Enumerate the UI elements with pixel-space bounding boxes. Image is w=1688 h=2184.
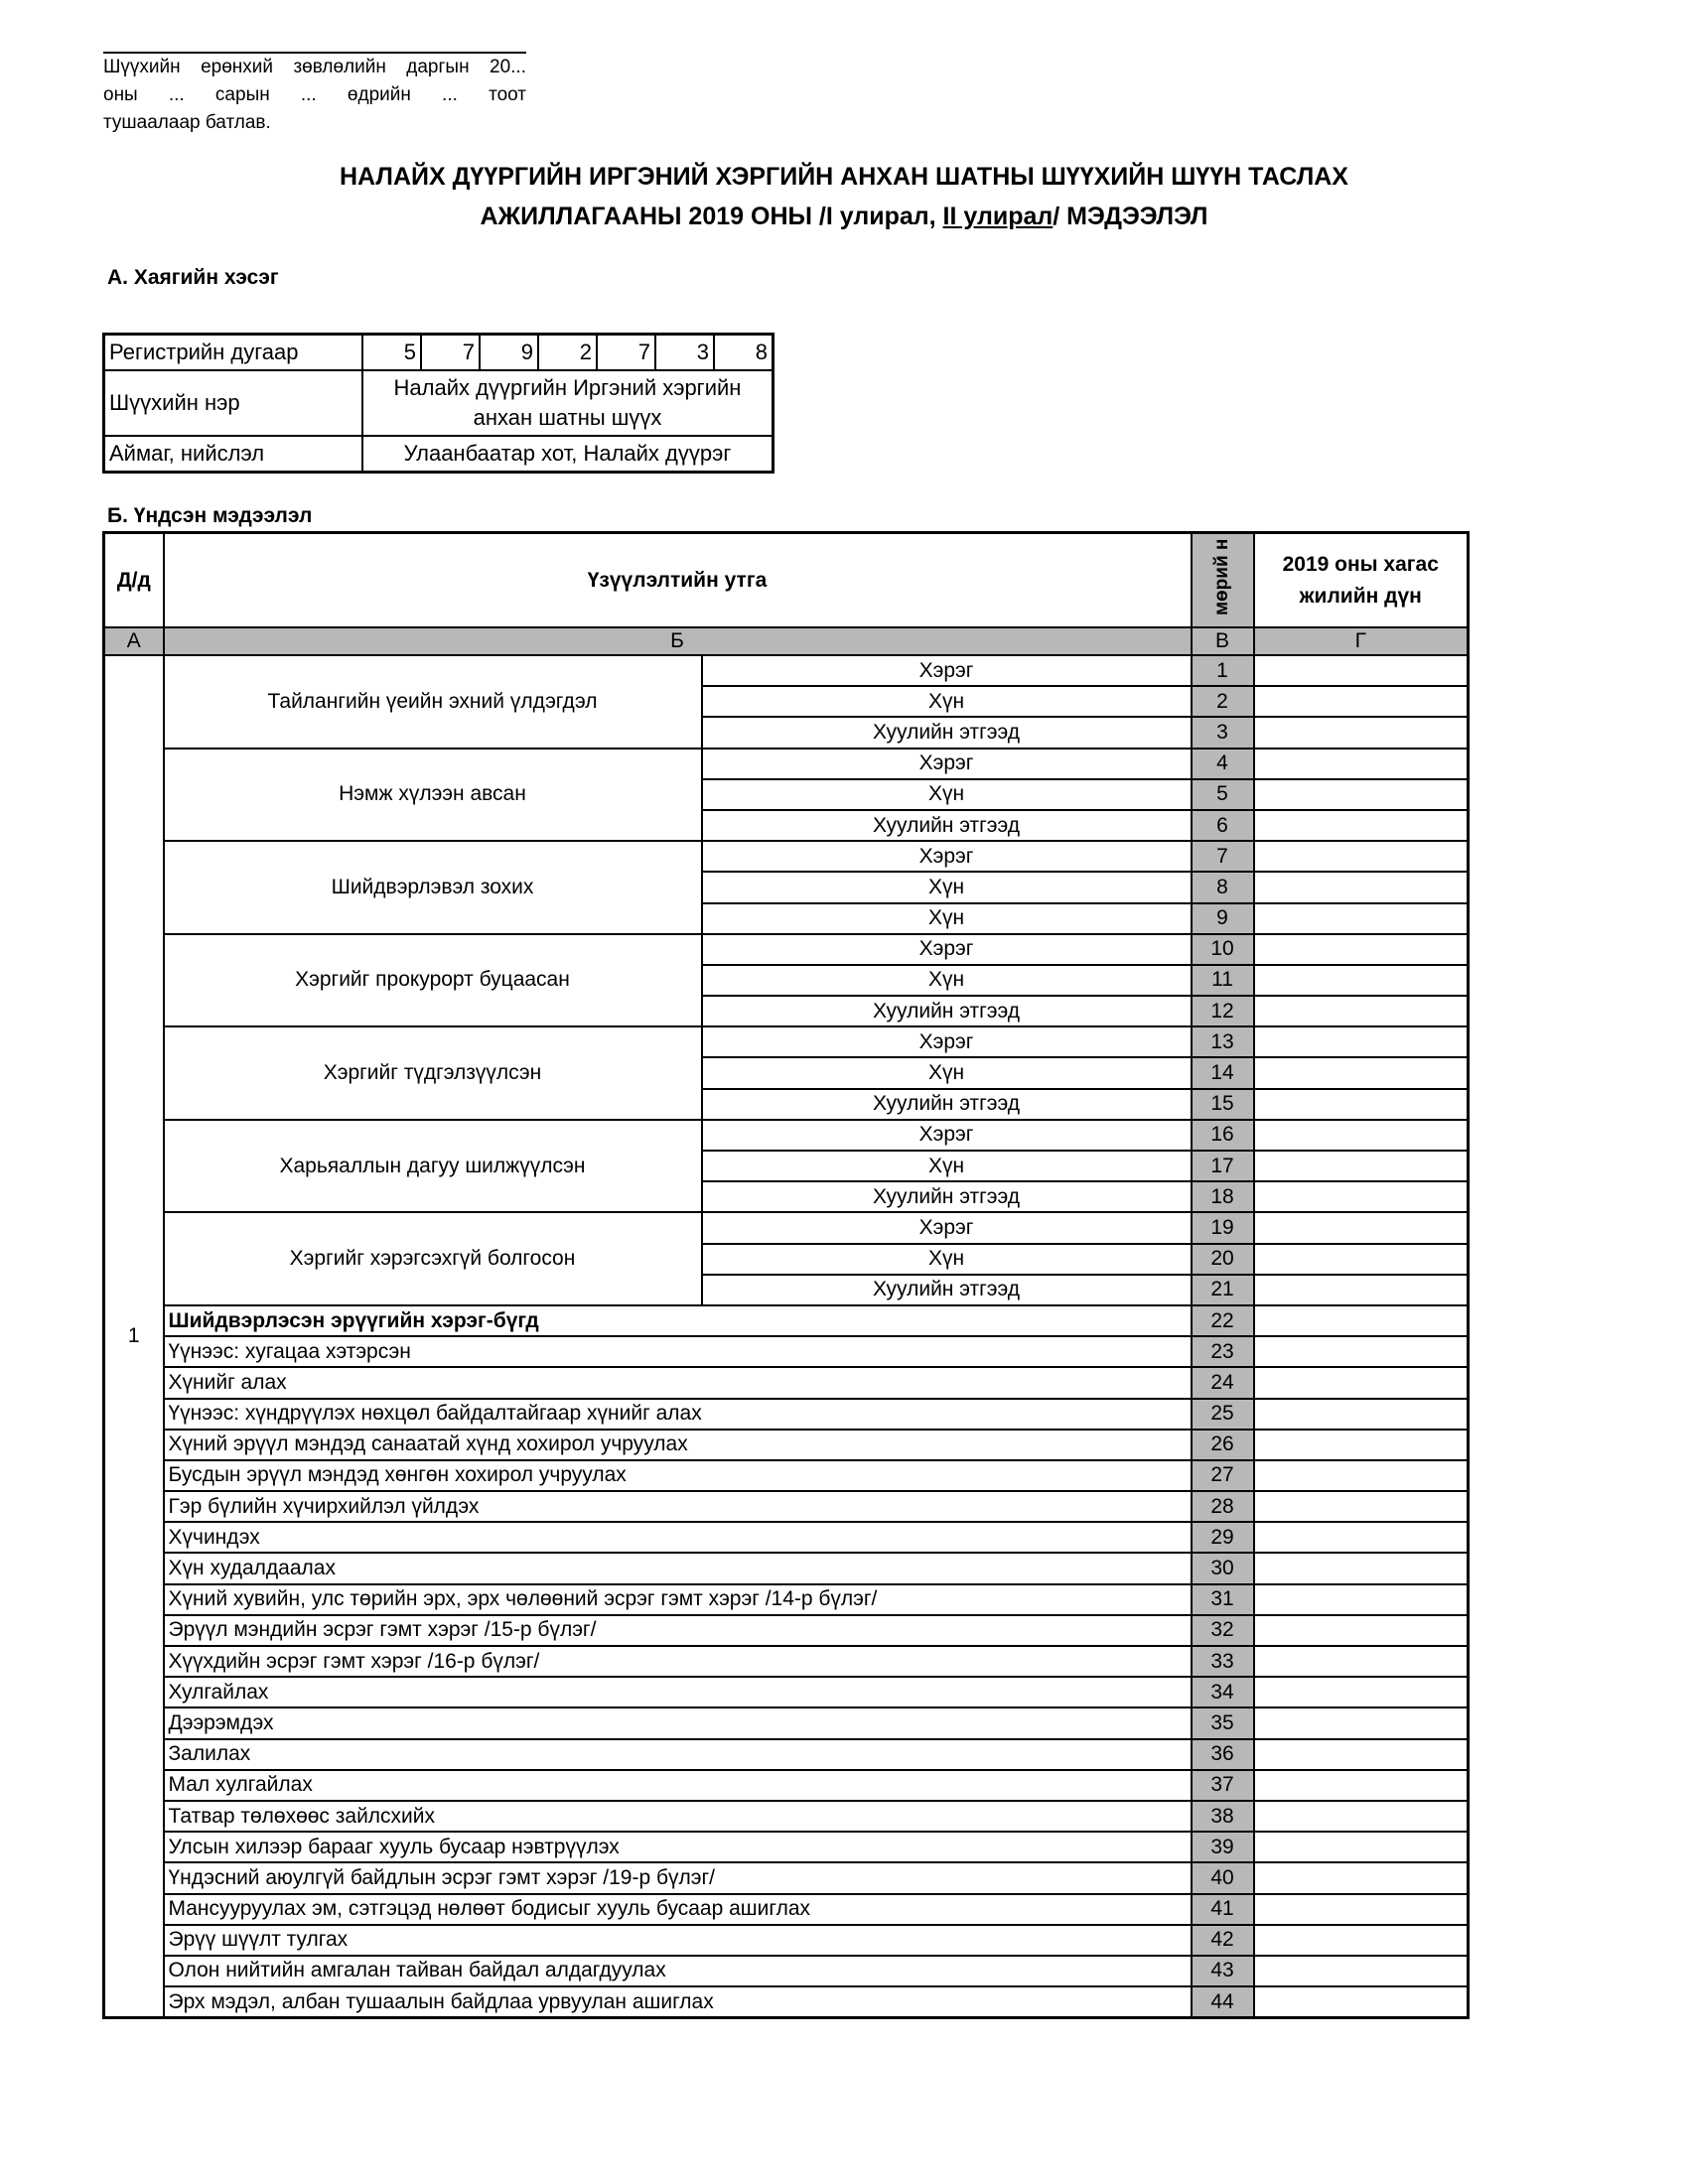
row-number: 27 [1192, 1460, 1254, 1491]
value-cell[interactable] [1254, 655, 1469, 686]
title-line-2-end: / МЭДЭЭЛЭЛ [1053, 203, 1208, 230]
title-line-1: НАЛАЙХ ДҮҮРГИЙН ИРГЭНИЙ ХЭРГИЙН АНХАН ШАТНЫ ШҮҮХИЙН ШҮҮН ТАСЛАХ [340, 163, 1348, 191]
group-label: Хэргийг түдгэлзүүлсэн [164, 1026, 702, 1120]
title-line-2 [0, 197, 1688, 236]
court-name-label: Шүүхийн нэр [104, 370, 363, 436]
table-row [104, 1739, 1469, 1770]
value-cell[interactable] [1254, 1956, 1469, 1986]
table-row [104, 1491, 1469, 1522]
row-number: 40 [1192, 1862, 1254, 1893]
indicator-label: Үүнээс: хүндрүүлэх нөхцөл байдалтайгаар хүнийг алах [164, 1399, 1192, 1430]
value-cell[interactable] [1254, 1367, 1469, 1398]
sub-item-label: Хуулийн этгээд [702, 1275, 1192, 1305]
row-number: 20 [1192, 1244, 1254, 1275]
indicator-label: Бусдын эрүүл мэндэд хөнгөн хохирол учруулах [164, 1460, 1192, 1491]
row-number: 39 [1192, 1832, 1254, 1862]
row-number: 16 [1192, 1120, 1254, 1151]
value-cell[interactable] [1254, 1336, 1469, 1367]
registry-digit: 9 [480, 335, 538, 371]
row-number: 11 [1192, 965, 1254, 996]
group-label: Хэргийг прокурорт буцаасан [164, 934, 702, 1027]
sub-item-label: Хуулийн этгээд [702, 810, 1192, 841]
table-row [104, 1336, 1469, 1367]
aimag-row [104, 436, 774, 473]
table-row [104, 655, 1469, 686]
table-header-row [104, 533, 1469, 628]
indicator-label: Хүчиндэх [164, 1522, 1192, 1553]
table-row [104, 1399, 1469, 1430]
value-cell[interactable] [1254, 1862, 1469, 1893]
value-cell[interactable] [1254, 1305, 1469, 1336]
value-cell[interactable] [1254, 686, 1469, 717]
value-cell[interactable] [1254, 872, 1469, 902]
court-name-row [104, 370, 774, 436]
value-cell[interactable] [1254, 1275, 1469, 1305]
table-row [104, 749, 1469, 779]
address-table [102, 333, 774, 474]
row-number: 43 [1192, 1956, 1254, 1986]
value-cell[interactable] [1254, 1832, 1469, 1862]
row-number: 15 [1192, 1089, 1254, 1120]
sub-item-label: Хүн [702, 872, 1192, 902]
registry-digit: 8 [714, 335, 774, 371]
value-cell[interactable] [1254, 1801, 1469, 1832]
table-row [104, 1522, 1469, 1553]
main-info-table [102, 531, 1470, 2019]
indicator-label: Хүнийг алах [164, 1367, 1192, 1398]
row-number: 10 [1192, 934, 1254, 965]
row-number: 22 [1192, 1305, 1254, 1336]
table-row [104, 934, 1469, 965]
sub-item-label: Хэрэг [702, 1212, 1192, 1243]
group-label: Тайлангийн үеийн эхний үлдэгдэл [164, 655, 702, 749]
registry-row [104, 335, 774, 371]
sub-item-label: Хэрэг [702, 1120, 1192, 1151]
table-row [104, 1832, 1469, 1862]
document-title [0, 157, 1688, 236]
indicator-label: Мал хулгайлах [164, 1770, 1192, 1801]
value-cell[interactable] [1254, 1677, 1469, 1707]
registry-digit: 2 [538, 335, 597, 371]
row-number: 31 [1192, 1584, 1254, 1615]
registry-digit: 5 [362, 335, 421, 371]
value-cell[interactable] [1254, 1770, 1469, 1801]
col-header-value: 2019 оны хагас жилийн дүн [1254, 533, 1469, 628]
letter-g: Г [1254, 627, 1469, 655]
indicator-label: Хулгайлах [164, 1677, 1192, 1707]
indicator-label: Эрүү шүүлт тулгах [164, 1925, 1192, 1956]
col-header-row-number [1192, 533, 1254, 628]
value-cell[interactable] [1254, 1460, 1469, 1491]
value-cell[interactable] [1254, 749, 1469, 779]
indicator-label: Шийдвэрлэсэн эрүүгийн хэрэг-бүгд [164, 1305, 1192, 1336]
row-number: 34 [1192, 1677, 1254, 1707]
value-cell[interactable] [1254, 1491, 1469, 1522]
registry-digit: 7 [421, 335, 480, 371]
aimag-value: Улаанбаатар хот, Налайх дүүрэг [362, 436, 774, 473]
indicator-label: Эрх мэдэл, албан тушаалын байдлаа урвуулан ашиглах [164, 1986, 1192, 2018]
group-label: Харьяаллын дагуу шилжүүлсэн [164, 1120, 702, 1213]
row-number: 36 [1192, 1739, 1254, 1770]
value-cell[interactable] [1254, 1553, 1469, 1583]
row-number: 25 [1192, 1399, 1254, 1430]
row-number: 44 [1192, 1986, 1254, 2018]
row-number: 42 [1192, 1925, 1254, 1956]
sub-item-label: Хэрэг [702, 1026, 1192, 1057]
indicator-label: Мансууруулах эм, сэтгэцэд нөлөөт бодисыг хууль бусаар ашиглах [164, 1894, 1192, 1925]
group-label: Нэмж хүлээн авсан [164, 749, 702, 842]
table-row [104, 1212, 1469, 1243]
value-cell[interactable] [1254, 1181, 1469, 1212]
title-line-2-start: АЖИЛЛАГААНЫ 2019 ОНЫ /I улирал, [480, 203, 943, 230]
indicator-label: Дээрэмдэх [164, 1707, 1192, 1738]
indicator-label: Эрүүл мэндийн эсрэг гэмт хэрэг /15-р бүлэг/ [164, 1615, 1192, 1646]
value-cell[interactable] [1254, 779, 1469, 810]
table-row [104, 1801, 1469, 1832]
row-number: 35 [1192, 1707, 1254, 1738]
row-number: 13 [1192, 1026, 1254, 1057]
indicator-label: Хүний эрүүл мэндэд санаатай хүнд хохирол учруулах [164, 1430, 1192, 1460]
letter-row [104, 627, 1469, 655]
row-number: 21 [1192, 1275, 1254, 1305]
section-a-heading: А. Хаягийн хэсэг [107, 266, 279, 289]
row-number: 38 [1192, 1801, 1254, 1832]
sub-item-label: Хэрэг [702, 934, 1192, 965]
row-number: 17 [1192, 1151, 1254, 1181]
table-row [104, 1584, 1469, 1615]
col-header-indicator: Үзүүлэлтийн утга [164, 533, 1192, 628]
approval-line-2: оны ... сарын ... өдрийн ... тоот [103, 84, 526, 105]
letter-v: В [1192, 627, 1254, 655]
table-row [104, 1925, 1469, 1956]
value-cell[interactable] [1254, 965, 1469, 996]
value-cell[interactable] [1254, 717, 1469, 748]
item-number-cell: 1 [104, 655, 164, 2018]
table-row [104, 1120, 1469, 1151]
value-cell[interactable] [1254, 1120, 1469, 1151]
row-number: 24 [1192, 1367, 1254, 1398]
value-cell[interactable] [1254, 903, 1469, 934]
value-cell[interactable] [1254, 934, 1469, 965]
indicator-label: Хүний хувийн, улс төрийн эрх, эрх чөлөөний эсрэг гэмт хэрэг /14-р бүлэг/ [164, 1584, 1192, 1615]
value-cell[interactable] [1254, 1646, 1469, 1677]
court-name-value: Налайх дүүргийн Иргэний хэргийн анхан шатны шүүх [362, 370, 774, 436]
value-cell[interactable] [1254, 1151, 1469, 1181]
approval-line-1: Шүүхийн ерөнхий зөвлөлийн даргын 20... [103, 57, 526, 77]
sub-item-label: Хуулийн этгээд [702, 996, 1192, 1026]
table-row [104, 1894, 1469, 1925]
table-row [104, 841, 1469, 872]
row-number: 1 [1192, 655, 1254, 686]
sub-item-label: Хүн [702, 1151, 1192, 1181]
sub-item-label: Хүн [702, 779, 1192, 810]
row-number: 8 [1192, 872, 1254, 902]
row-number: 32 [1192, 1615, 1254, 1646]
registry-digit: 3 [655, 335, 714, 371]
row-number: 19 [1192, 1212, 1254, 1243]
registry-digit: 7 [597, 335, 655, 371]
value-cell[interactable] [1254, 1925, 1469, 1956]
row-number: 3 [1192, 717, 1254, 748]
table-row [104, 1367, 1469, 1398]
table-row [104, 1986, 1469, 2018]
table-row [104, 1305, 1469, 1336]
table-row [104, 1460, 1469, 1491]
row-number: 6 [1192, 810, 1254, 841]
row-number: 7 [1192, 841, 1254, 872]
value-cell[interactable] [1254, 810, 1469, 841]
row-number: 30 [1192, 1553, 1254, 1583]
value-cell[interactable] [1254, 1399, 1469, 1430]
letter-b: Б [164, 627, 1192, 655]
sub-item-label: Хүн [702, 1244, 1192, 1275]
row-number: 28 [1192, 1491, 1254, 1522]
group-label: Хэргийг хэрэгсэхгүй болгосон [164, 1212, 702, 1305]
value-cell[interactable] [1254, 1244, 1469, 1275]
row-number: 29 [1192, 1522, 1254, 1553]
row-number: 4 [1192, 749, 1254, 779]
sub-item-label: Хэрэг [702, 749, 1192, 779]
value-cell[interactable] [1254, 1894, 1469, 1925]
table-row [104, 1026, 1469, 1057]
title-quarter-underlined: II улирал [942, 203, 1054, 230]
value-cell[interactable] [1254, 1739, 1469, 1770]
col-header-dd: Д/д [104, 533, 164, 628]
value-cell[interactable] [1254, 1584, 1469, 1615]
value-cell[interactable] [1254, 1026, 1469, 1057]
section-b-heading: Б. Үндсэн мэдээлэл [107, 504, 313, 527]
indicator-label: Олон нийтийн амгалан тайван байдал алдагдуулах [164, 1956, 1192, 1986]
sub-item-label: Хуулийн этгээд [702, 1181, 1192, 1212]
value-cell[interactable] [1254, 1057, 1469, 1088]
table-row [104, 1615, 1469, 1646]
row-number: 23 [1192, 1336, 1254, 1367]
indicator-label: Гэр бүлийн хүчирхийлэл үйлдэх [164, 1491, 1192, 1522]
table-row [104, 1956, 1469, 1986]
table-row [104, 1770, 1469, 1801]
registry-label: Регистрийн дугаар [104, 335, 363, 371]
letter-a: А [104, 627, 164, 655]
indicator-label: Залилах [164, 1739, 1192, 1770]
indicator-label: Хүүхдийн эсрэг гэмт хэрэг /16-р бүлэг/ [164, 1646, 1192, 1677]
indicator-label: Татвар төлөхөөс зайлсхийх [164, 1801, 1192, 1832]
indicator-label: Улсын хилээр барааг хууль бусаар нэвтрүүлэх [164, 1832, 1192, 1862]
row-number: 12 [1192, 996, 1254, 1026]
sub-item-label: Хэрэг [702, 655, 1192, 686]
sub-item-label: Хуулийн этгээд [702, 717, 1192, 748]
row-number: 26 [1192, 1430, 1254, 1460]
value-cell[interactable] [1254, 1707, 1469, 1738]
group-label: Шийдвэрлэвэл зохих [164, 841, 702, 934]
row-number: 5 [1192, 779, 1254, 810]
value-cell[interactable] [1254, 1089, 1469, 1120]
indicator-label: Үндэсний аюулгүй байдлын эсрэг гэмт хэрэг /19-р бүлэг/ [164, 1862, 1192, 1893]
row-number: 37 [1192, 1770, 1254, 1801]
sub-item-label: Хэрэг [702, 841, 1192, 872]
table-row [104, 1553, 1469, 1583]
table-row [104, 1707, 1469, 1738]
table-row [104, 1646, 1469, 1677]
sub-item-label: Хүн [702, 1057, 1192, 1088]
row-number: 2 [1192, 686, 1254, 717]
approval-line-3: тушаалаар батлав. [103, 112, 271, 133]
indicator-label: Үүнээс: хугацаа хэтэрсэн [164, 1336, 1192, 1367]
value-cell[interactable] [1254, 1522, 1469, 1553]
value-cell[interactable] [1254, 1986, 1469, 2018]
sub-item-label: Хүн [702, 903, 1192, 934]
table-row [104, 1677, 1469, 1707]
aimag-label: Аймаг, нийслэл [104, 436, 363, 473]
value-cell[interactable] [1254, 1212, 1469, 1243]
table-row [104, 1862, 1469, 1893]
sub-item-label: Хуулийн этгээд [702, 1089, 1192, 1120]
row-number: 33 [1192, 1646, 1254, 1677]
indicator-label: Хүн худалдаалах [164, 1553, 1192, 1583]
sub-item-label: Хүн [702, 686, 1192, 717]
table-row [104, 1430, 1469, 1460]
value-cell[interactable] [1254, 996, 1469, 1026]
value-cell[interactable] [1254, 1430, 1469, 1460]
col-header-row-number-text: мөрий н [1211, 538, 1232, 615]
sub-item-label: Хүн [702, 965, 1192, 996]
row-number: 9 [1192, 903, 1254, 934]
row-number: 18 [1192, 1181, 1254, 1212]
row-number: 41 [1192, 1894, 1254, 1925]
approval-note [103, 52, 526, 137]
value-cell[interactable] [1254, 841, 1469, 872]
value-cell[interactable] [1254, 1615, 1469, 1646]
row-number: 14 [1192, 1057, 1254, 1088]
